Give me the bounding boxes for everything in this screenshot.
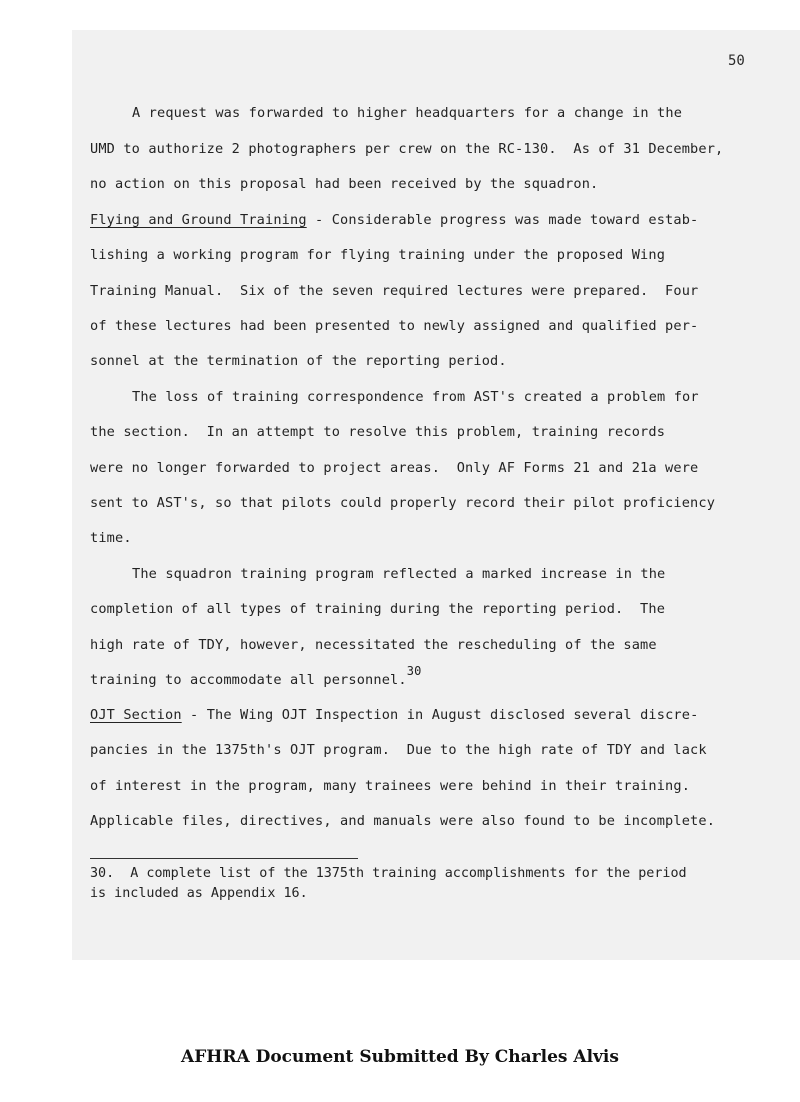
- body-line: [90, 664, 422, 688]
- body-line: were no longer forwarded to project areas. Only AF Forms 21 and 21a were: [90, 460, 699, 476]
- footnote-reference: 30: [406, 664, 422, 678]
- flying-ground-training-heading: Flying and Ground Training: [90, 212, 307, 228]
- body-line: The loss of training correspondence from AST's created a problem for: [132, 389, 699, 405]
- body-line: lishing a working program for flying training under the proposed Wing: [90, 247, 666, 263]
- footnote-line: 30. A complete list of the 1375th training accomplishments for the period: [90, 866, 687, 881]
- body-line: the section. In an attempt to resolve this problem, training records: [90, 424, 666, 440]
- body-line: time.: [90, 530, 132, 546]
- footnote-divider: [90, 858, 358, 859]
- body-line: sent to AST's, so that pilots could properly record their pilot proficiency: [90, 495, 716, 511]
- body-line: completion of all types of training during the reporting period. The: [90, 601, 666, 617]
- body-text: - The Wing OJT Inspection in August disclosed several discre-: [181, 707, 699, 723]
- body-line: high rate of TDY, however, necessitated the rescheduling of the same: [90, 637, 657, 653]
- body-line: of interest in the program, many trainees were behind in their training.: [90, 778, 691, 794]
- section-heading-line: [90, 212, 698, 228]
- page-number: 50: [728, 53, 745, 69]
- footnote-line: is included as Appendix 16.: [90, 886, 308, 901]
- body-line: sonnel at the termination of the reporting period.: [90, 353, 507, 369]
- body-line: of these lectures had been presented to newly assigned and qualified per-: [90, 318, 699, 334]
- body-line: no action on this proposal had been received by the squadron.: [90, 176, 599, 192]
- body-text: training to accommodate all personnel.: [90, 672, 407, 688]
- body-line: The squadron training program reflected a marked increase in the: [132, 566, 666, 582]
- body-line: Applicable files, directives, and manuals were also found to be incomplete.: [90, 813, 716, 829]
- body-line: Training Manual. Six of the seven required lectures were prepared. Four: [90, 283, 699, 299]
- body-line: pancies in the 1375th's OJT program. Due to the high rate of TDY and lack: [90, 742, 707, 758]
- body-line: A request was forwarded to higher headquarters for a change in the: [132, 105, 683, 121]
- submission-footer: AFHRA Document Submitted By Charles Alvis: [181, 1047, 619, 1067]
- body-text: - Considerable progress was made toward estab-: [306, 212, 699, 228]
- ojt-section-heading: OJT Section: [90, 707, 182, 723]
- section-heading-line: [90, 707, 698, 723]
- body-line: UMD to authorize 2 photographers per crew on the RC-130. As of 31 December,: [90, 141, 724, 157]
